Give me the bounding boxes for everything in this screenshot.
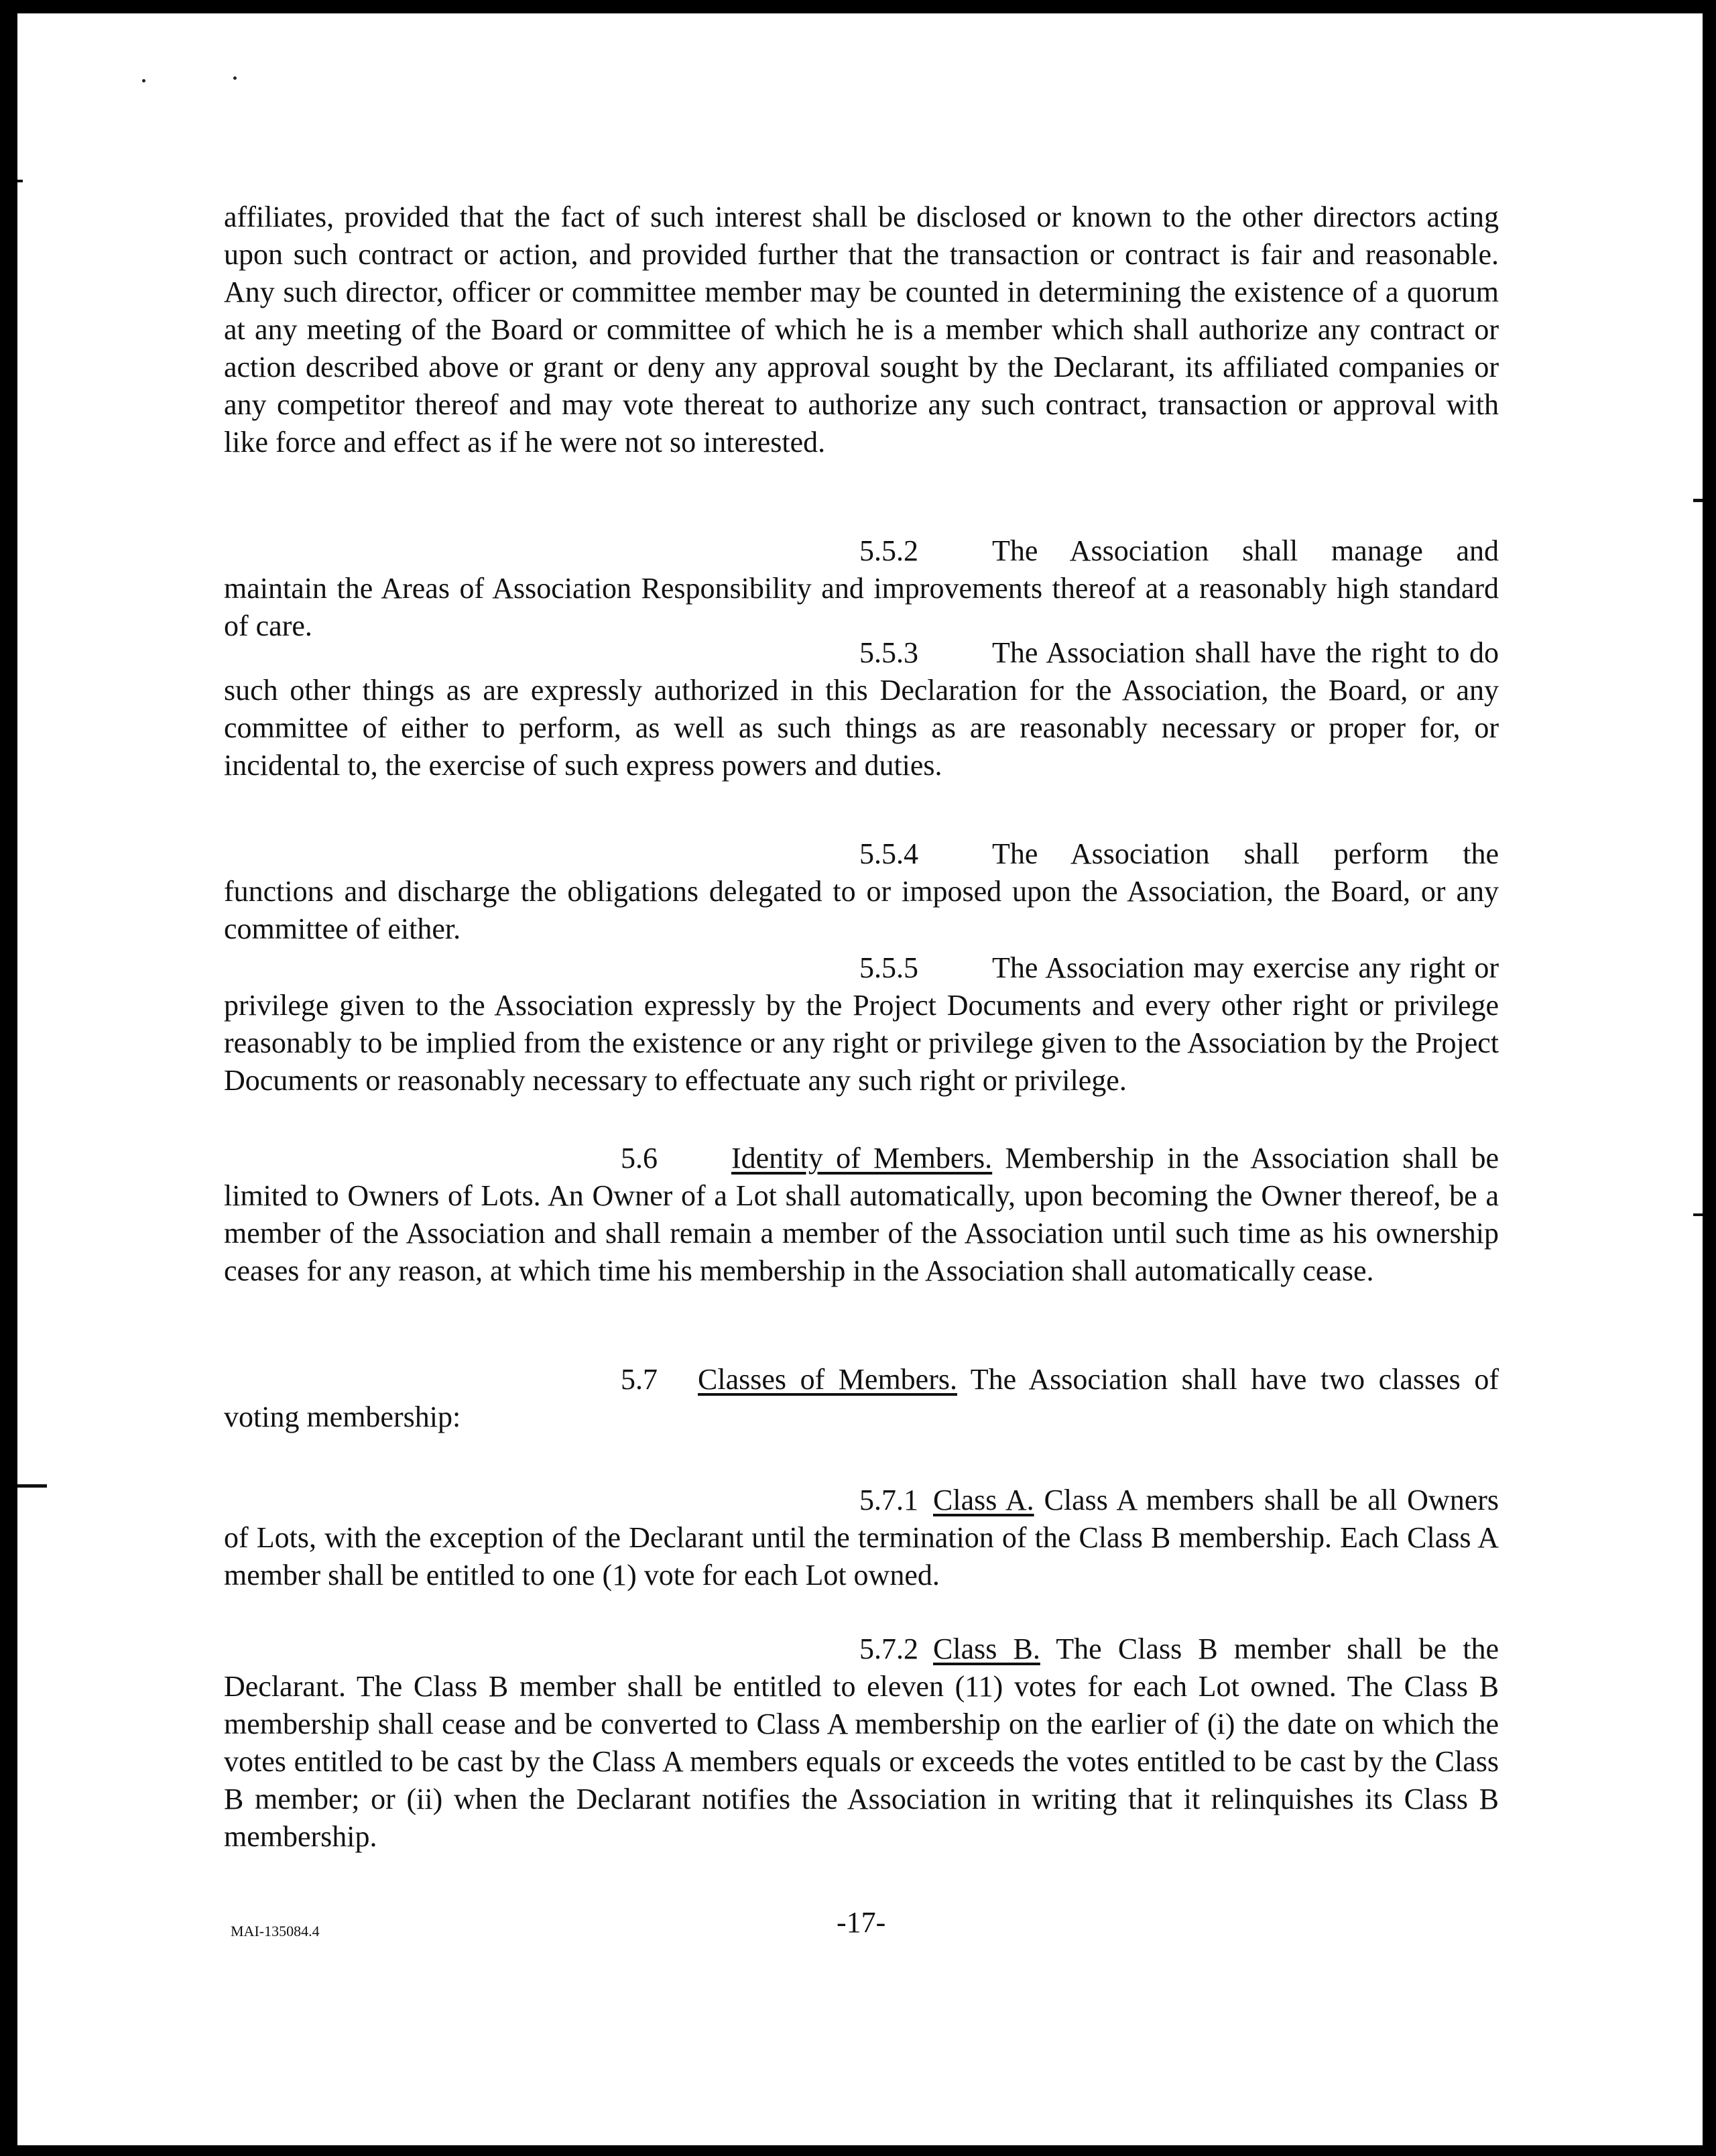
section-5-5-3 xyxy=(224,634,1499,784)
paragraph-intro xyxy=(224,198,1499,461)
section-text: The Association shall manage and maintain the Areas of Association Responsibility and improvements thereof at a reasonably high standard of care. xyxy=(224,534,1499,642)
scan-edge-mark xyxy=(1693,1213,1703,1216)
section-text: The Association shall have two classes of voting membership: xyxy=(224,1363,1499,1433)
section-text: Membership in the Association shall be limited to Owners of Lots. An Owner of a Lot shall automatically, upon becoming the Owner thereof, be a member of the Association and shall remain a member of the Association until such time as his ownership ceases for any reason, at which time his membership in the Association shall automatically cease. xyxy=(224,1142,1499,1287)
section-5-7-2 xyxy=(224,1630,1499,1856)
section-5-7 xyxy=(224,1361,1499,1436)
section-number: 5.7.1 xyxy=(859,1484,918,1516)
section-heading: Class B. xyxy=(933,1632,1040,1665)
section-number: 5.5.4 xyxy=(859,837,918,870)
scan-edge-mark xyxy=(1693,499,1703,502)
section-number: 5.5.5 xyxy=(859,951,918,984)
section-number: 5.6 xyxy=(621,1142,658,1175)
section-number: 5.5.2 xyxy=(859,534,918,567)
section-5-5-2 xyxy=(224,532,1499,645)
section-text: The Association shall have the right to do such other things as are expressly authorized in this Declaration for the Association, the Board, or any committee of either to perform, as well as such things as are reasonably necessary or proper for, or incidental to, the exercise of such express powers and duties. xyxy=(224,636,1499,782)
section-text: The Association may exercise any right or privilege given to the Association expressly by the Project Documents and every other right or privilege reasonably to be implied from the existence or any right or privilege given to the Association by the Project Documents or reasonably necessary to effectuate any such right or privilege. xyxy=(224,951,1499,1097)
section-heading: Identity of Members. xyxy=(731,1142,993,1175)
page-number: -17- xyxy=(837,1906,886,1939)
scan-edge-mark xyxy=(17,1484,47,1488)
scan-speck xyxy=(142,79,145,82)
section-heading: Classes of Members. xyxy=(698,1363,957,1396)
section-text: Class A members shall be all Owners of Lots, with the exception of the Declarant until the termination of the Class B membership. Each Class A member shall be entitled to one (1) vote for each Lot owned. xyxy=(224,1484,1499,1592)
section-5-5-5 xyxy=(224,949,1499,1099)
section-5-6 xyxy=(224,1140,1499,1290)
intro-text: affiliates, provided that the fact of such interest shall be disclosed or known to the other directors acting upon such contract or action, and provided further that the transaction or contract is fair and reasonable. Any such director, officer or committee member may be counted in determining the existence of a quorum at any meeting of the Board or committee of which he is a member which shall authorize any contract or action described above or grant or deny any approval sought by the Declarant, its affiliated companies or any competitor thereof and may vote thereat to authorize any such contract, transaction or approval with like force and effect as if he were not so interested. xyxy=(224,200,1499,459)
document-id: MAI-135084.4 xyxy=(231,1923,320,1939)
scan-edge-mark xyxy=(17,180,23,182)
section-text: The Class B member shall be the Declarant. The Class B member shall be entitled to eleven (11) votes for each Lot owned. The Class B membership shall cease and be converted to Class A membership on the earlier of (i) the date on which the votes entitled to be cast by the Class A members equals or exceeds the votes entitled to be cast by the Class B member; or (ii) when the Declarant notifies the Association in writing that it relinquishes its Class B membership. xyxy=(224,1632,1499,1853)
section-number: 5.7 xyxy=(621,1363,658,1396)
document-page xyxy=(17,13,1703,2145)
scan-speck xyxy=(233,76,237,80)
section-5-5-4 xyxy=(224,835,1499,948)
section-text: The Association shall perform the functions and discharge the obligations delegated to or imposed upon the Association, the Board, or any committee of either. xyxy=(224,837,1499,945)
section-number: 5.5.3 xyxy=(859,636,918,669)
section-5-7-1 xyxy=(224,1482,1499,1594)
section-number: 5.7.2 xyxy=(859,1632,918,1665)
section-heading: Class A. xyxy=(933,1484,1034,1516)
